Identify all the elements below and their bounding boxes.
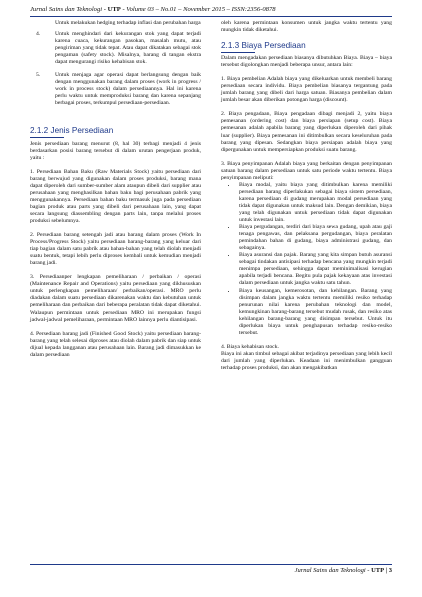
biaya-item-3: 3. Biaya penyimpanan Adalah biaya yang berkaitan dengan penyimpanan satuan barang dalam persediaan untuk satu periode waktu tertentu. Biaya penyimpanan meliputi:	[221, 160, 392, 181]
jenis-item-1: 1. Persediaan Bahan Baku (Raw Materials Stock) yaitu persediaan dari barang berwujud yang digunakan dalam proses produksi, barang mana dapat diperoleh dari sumber-sumber alam ataupun dibeli dari supplier atau perusahaan yang menghasilkan bahan baku bagi perusahaan pabrik yang menggunakannya. Persediaan bahan baku termasuk juga pada persediaan bagian produk atau parts yang dibeli dari perusahaan lain, yang dapat secara langsung diassembling dengan parts lain, tanpa melalui proses produksi sebelumnya.	[30, 168, 201, 224]
section-heading-text: 2.1.3 Biaya Persediaan	[221, 41, 306, 51]
biaya-item-2: 2. Biaya pengadaan, Biaya pengadaan dibagi menjadi 2, yaitu biaya pemesanan (ordering cost) dan biaya persiapan (setup cost). Biaya pemesanan adalah apabila barang yang diperlukan diperoleh dari pihak luar (supplier). Biaya pemesanan ini ditimbulkan secara keseluruhan pada barang yang dipesan. Sedangkan biaya persiapan adalah biaya yang dipergunakan untuk mempersiapkan produksi suatu barang.	[221, 111, 392, 153]
biaya-item-4-text: Biaya ini akan timbul sebagai akibat terjadinya persediaan yang lebih kecil dari jumlah yang diperlukan. Keadaan ini menimbulkan gangguan terhadap proses produksi, dan akan mengakibatkan	[221, 350, 392, 371]
left-column	[30, 20, 201, 359]
list-number: 4.	[36, 31, 41, 38]
list-text: Untuk menjaga agar operasi dapat berlangsung dengan baik dengan menggunakan barang dalam proses (work in progress / work in process stock) dalam persediaannya. Hal ini karena perlu waktu untuk memproduksi barang dan karena sepanjang berbagai proses, terkumpul persediaan-persediaan.	[55, 72, 201, 107]
bullet-item: • Biaya modal, yaitu biaya yang ditimbulkan karena memiliki persediaan barang diperlakukan sebagai biaya sistem persediaan, karena persediaan di gudang merupakan modal persediaan yang tidak dapat digunakan untuk maksud lain. Dengan demikian, biaya yang telah digunakan untuk persediaan tidak dapat digunakan untuk investasi lain.	[237, 182, 392, 224]
page-number: | 3	[385, 567, 392, 574]
running-header	[30, 6, 392, 13]
bullet-item: • Biaya pergudangan, terdiri dari biaya sewa gudang, upah atau gaji tenaga pengawas, dan pelaksana pergudangan, biaya peralatan pemindahan bahan di gudang, biaya administrasi gudang, dan sebagainya.	[237, 224, 392, 252]
jenis-item-4: 4. Persediaan barang jadi (Finished Good Stock) yaitu persediaan barang-barang yang telah selesai diproses atau diolah dalam pabrik dan siap untuk dijual kepada langganan atau perusahaan lain. Barang jadi dimasukkan ke dalam persediaan	[30, 330, 201, 358]
biaya-item-4-title: 4. Biaya kehabisan stock.	[221, 343, 279, 350]
header-brand: UTP	[107, 6, 121, 13]
footer-journal: Jurnal Sains dan Teknologi -	[294, 567, 370, 574]
list-number: 5.	[36, 72, 41, 79]
header-issue: - Volume 03 – No.01 – November 2015 – ISSN:2356-0878	[122, 6, 276, 13]
section-heading-jenis	[30, 126, 201, 138]
header-rule	[30, 16, 392, 17]
storage-cost-list	[221, 182, 392, 337]
list-item-continued: Untuk melakukan hedging terhadap inflasi dan perubahan harga	[55, 20, 201, 26]
header-journal: Jurnal Sains dan Teknologi -	[30, 6, 106, 13]
list-text: Untuk menghindari dari kekurangan stok yang dapat terjadi karena cuaca, kekurangan pasokan, masalah mutu, atau pengiriman yang tidak tepat. Atau dapat dikatakan sebagai stok pengaman (safety stock). Misalnya, barang di tangan ekstra dapat mengurangi risiko kehabisan stok.	[55, 31, 201, 66]
biaya-item-1: 1. Biaya pembelian Adalah biaya yang dikeluarkan untuk membeli barang persediaan secara individu. Biaya pembelian biasanya tergantung pada jumlah barang yang dibeli dari harga satuan. Biasanya pembelian dalam jumlah besar akan diberikan potongan harga (discount).	[221, 76, 392, 104]
purpose-list	[30, 31, 201, 107]
list-item	[30, 31, 201, 66]
section-heading-text: 2.1.2 Jenis Persediaan	[30, 125, 114, 135]
section-intro: Jenis persediaan barang menurut (8, hal 30) terbagi menjadi 4 jenis berdasarkan posisi barang tersebut di dalam urutan pengerjaan produk, yaitu :	[30, 140, 201, 161]
footer-brand: UTP	[371, 567, 385, 574]
bullet-item: • Biaya asuransi dan pajak. Barang yang kita simpan butuh asuransi sebagai tindakan antisipasi terhadap bencana yang mungkin terjadi menimpa persediaan, sehingga dapat meminimalisasi kerugian apabila terjadi bencana. Begitu pula pajak kekayaan atas investasi dalam persediaan untuk jangka waktu satu tahun.	[237, 252, 392, 287]
list-item	[30, 72, 201, 107]
section-heading-biaya	[221, 41, 392, 53]
jenis-item-3: 3. Persediaanper lengkapan pemeliharaan / perbaikan / operasi (Maintenance Repair and Operations) yaitu persediaan yang dikhususkan untuk perlengkapan pemeliharaan/ perbaikan/operasi. MRO perlu diadakan dalam suatu persediaan dikarenakan waktu dan kebutuhan untuk pemeliharaan dan perbaikan dari beberapa peralatan tidak dapat diketahui. Walaupun permintaan untuk persediaan MRO ini merupakan fungsi jadwal-jadwal pemeliharaan, permintaan MRO lainnya perlu diantisipasi.	[30, 274, 201, 323]
paragraph-continued: oleh karena permintaan konsumen untuk jangka waktu tertentu yang mungkin tidak diketahui.	[221, 20, 392, 34]
running-footer	[30, 567, 392, 574]
footer-rule	[30, 564, 392, 565]
right-column	[221, 20, 392, 372]
bullet-item: • Biaya keusangan, kemerosotan, dan kehilangan. Barang yang disimpan dalam jangka waktu tertentu memiliki resiko terhadap penurunan nilai karena perubahan teknologi dan model, kemungkinan barang-barang tersebut mudah rusak, dan resiko atas kehilangan barang-barang yang disimpan tersebut. Untuk itu diperlukan biaya untuk penghapusan terhadap resiko-resiko tersebut.	[237, 288, 392, 337]
section-intro: Dalam mengadakan persediaan biasanya dibutuhkan Biaya. Biaya – biaya tersebut digolongkan menjadi beberapa unsur, antara lain:	[221, 55, 392, 69]
jenis-item-2: 2. Persediaan barang setengah jadi atau barang dalam proses (Work In Process/Progress Stock) yaitu persediaan barang-barang yang keluar dari tiap bagian dalam satu pabrik atau bahan-bahan yang telah diolah menjadi suatu bentuk, tetapi lebih perlu diproses kembali untuk kemudian menjadi barang jadi.	[30, 232, 201, 267]
